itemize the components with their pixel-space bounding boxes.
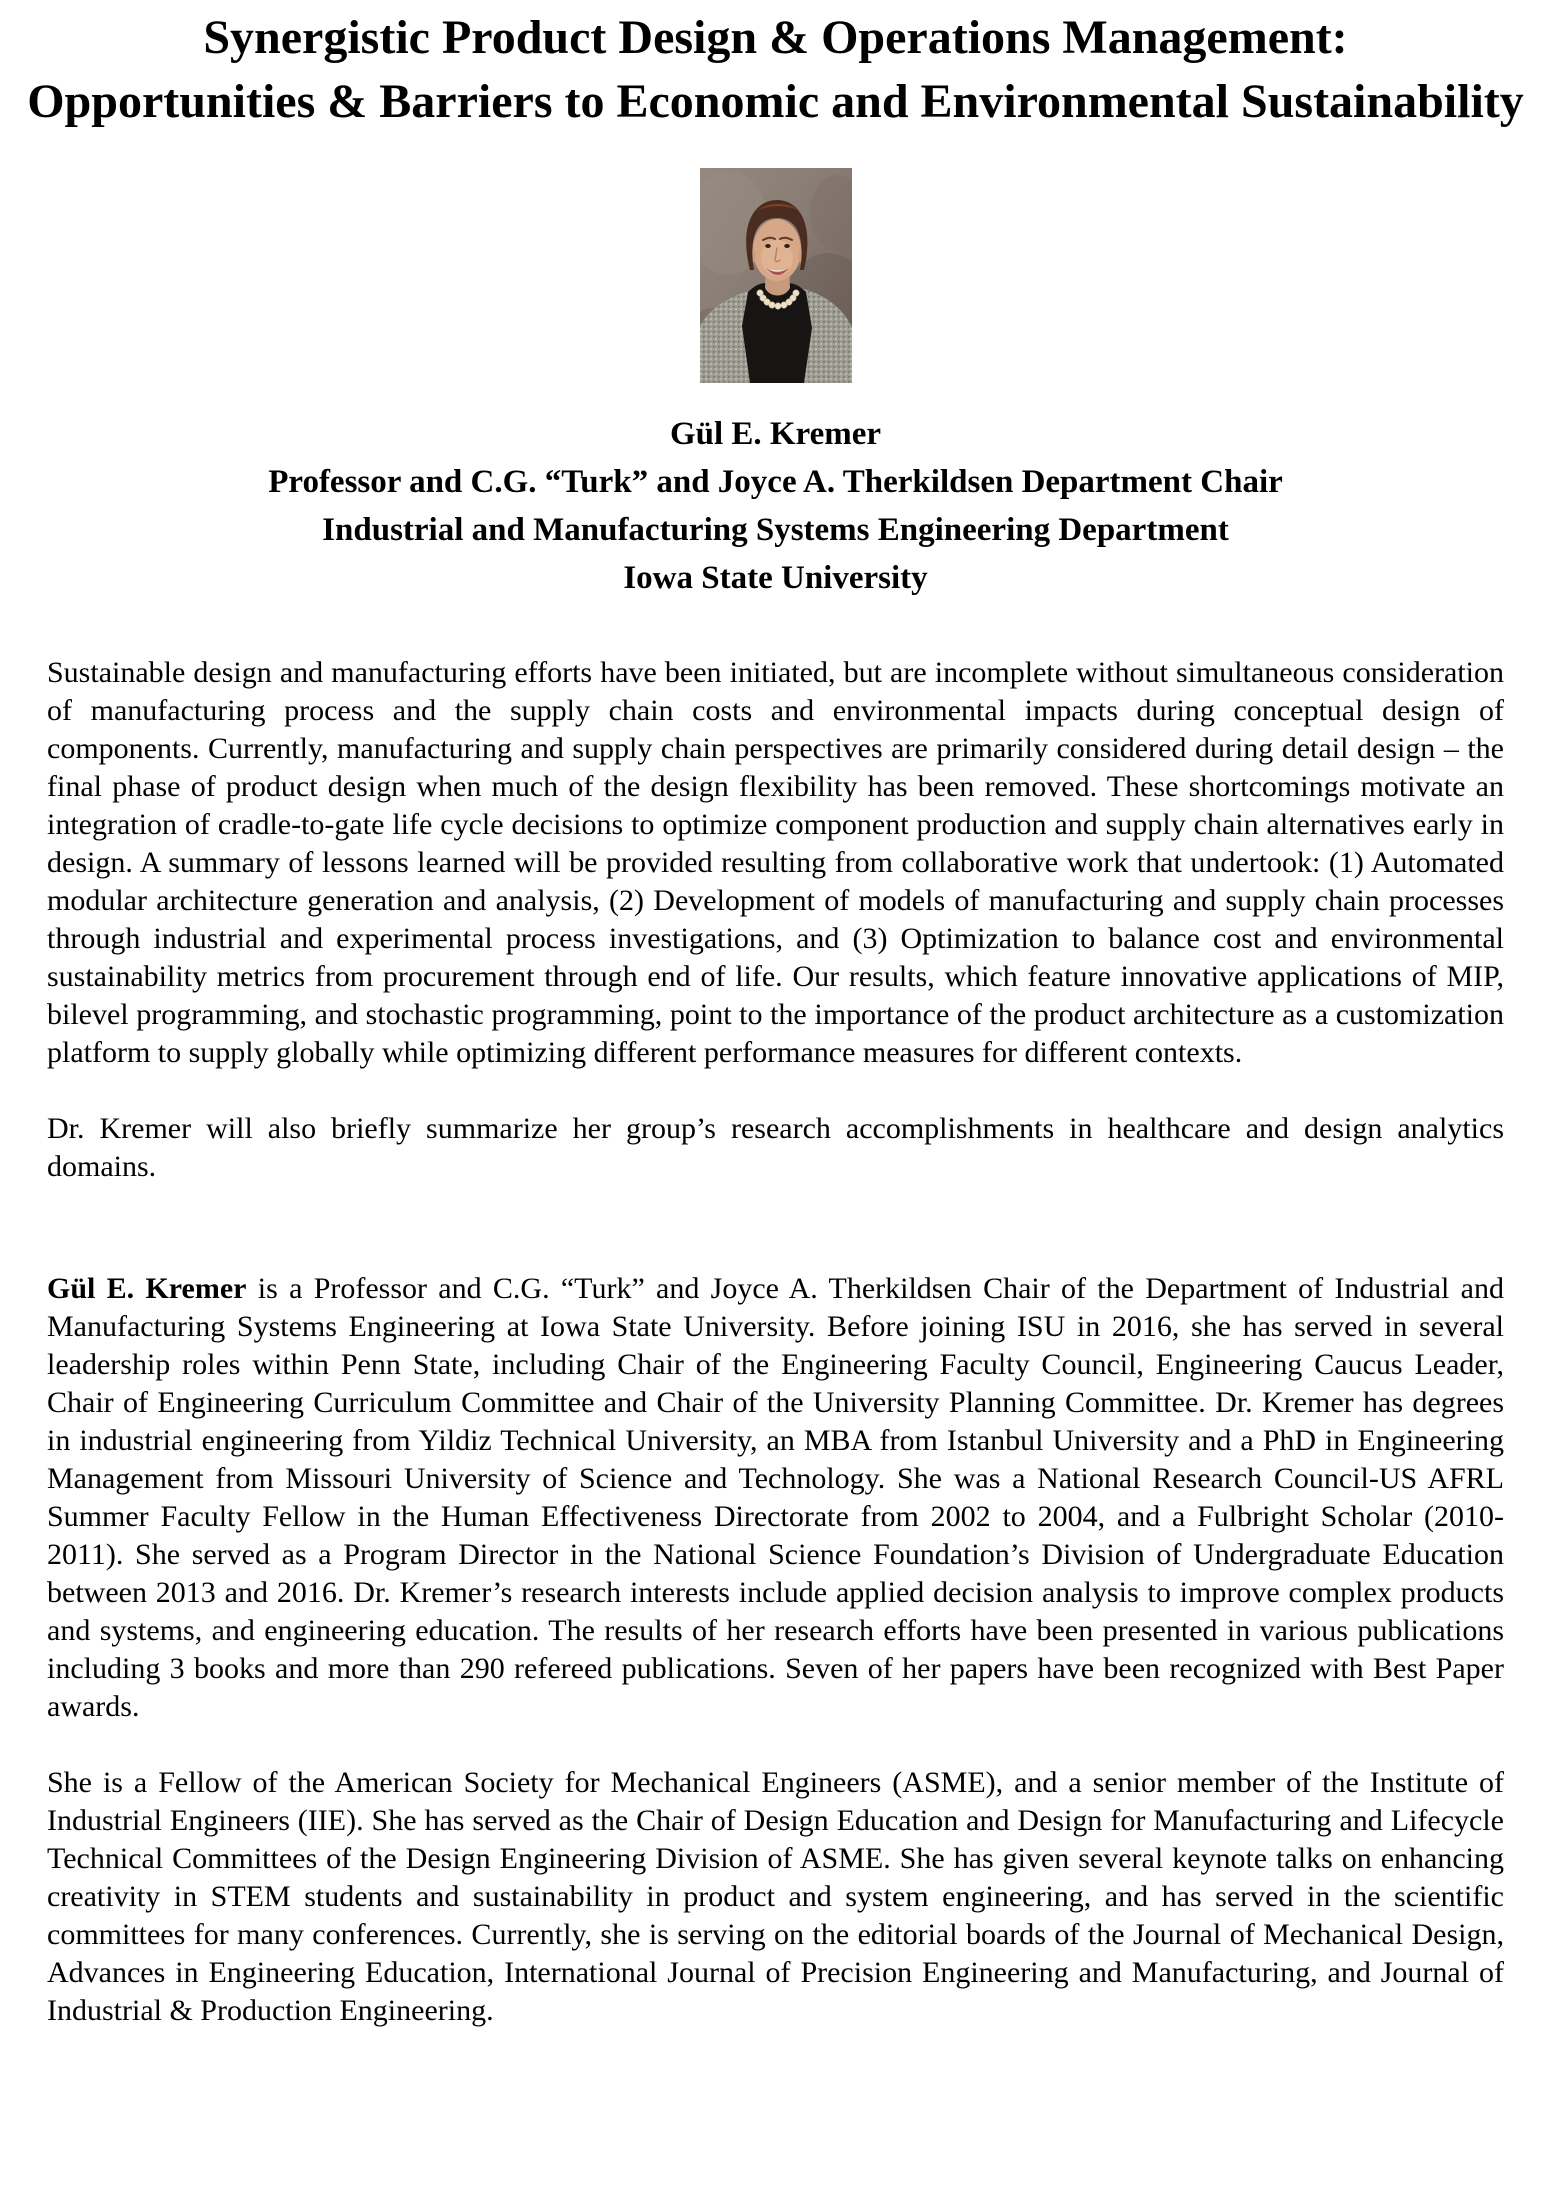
bio-paragraph-2: She is a Fellow of the American Society for Mechanical Engineers (ASME), and a senior member of the Institute of Industrial Engineers (IIE). She has served as the Chair of Design Education and Design for Manufacturing and Lifecycle Technical Committees of the Design Engineering Division of ASME. She has given several keynote talks on enhancing creativity in STEM students and sustainability in product and system engineering, and has served in the scientific committees for many conferences. Currently, she is serving on the editorial boards of the Journal of Mechanical Design, Advances in Engineering Education, International Journal of Precision Engineering and Manufacturing, and Journal of Industrial & Production Engineering. — [47, 1766, 1504, 2027]
speaker-photo-figure — [47, 168, 1504, 388]
speaker-name: Gül E. Kremer — [669, 416, 882, 452]
bio-paragraph-1-text: is a Professor and C.G. “Turk” and Joyce A. Therkildsen Chair of the Department of Industrial and Manufacturing Systems Engineering at Iowa State University. Before joining ISU in 2016, she has served in several leadership roles within Penn State, including Chair of the Engineering Faculty Council, Engineering Caucus Leader, Chair of Engineering Curriculum Committee and Chair of the University Planning Committee. Dr. Kremer has degrees in industrial engineering from Yildiz Technical University, an MBA from Istanbul University and a PhD in Engineering Management from Missouri University of Science and Technology. She was a National Research Council-US AFRL Summer Faculty Fellow in the Human Effectiveness Directorate from 2002 to 2004, and a Fulbright Scholar (2010-2011). She served as a Program Director in the National Science Foundation’s Division of Undergraduate Education between 2013 and 2016. Dr. Kremer’s research interests include applied decision analysis to improve complex products and systems, and engineering education. The results of her research efforts have been presented in various publications including 3 books and more than 290 refereed publications. Seven of her papers have been recognized with Best Paper awards. — [47, 1272, 1504, 1723]
document-header — [27, 6, 1524, 134]
speaker-department: Industrial and Manufacturing Systems Engineering Department — [322, 512, 1229, 548]
abstract-paragraph-2: Dr. Kremer will also briefly summarize her group’s research accomplishments in healthcare and design analytics domains. — [47, 1112, 1504, 1183]
abstract-paragraph-1: Sustainable design and manufacturing efforts have been initiated, but are incomplete without simultaneous consideration of manufacturing process and the supply chain costs and environmental impacts during conceptual design of components. Currently, manufacturing and supply chain perspectives are primarily considered during detail design – the final phase of product design when much of the design flexibility has been removed. These shortcomings motivate an integration of cradle-to-gate life cycle decisions to optimize component production and supply chain alternatives early in design. A summary of lessons learned will be provided resulting from collaborative work that undertook: (1) Automated modular architecture generation and analysis, (2) Development of models of manufacturing and supply chain processes through industrial and experimental process investigations, and (3) Optimization to balance cost and environmental sustainability metrics from procurement through end of life. Our results, which feature innovative applications of MIP, bilevel programming, and stochastic programming, point to the importance of the product architecture as a customization platform to supply globally while optimizing different performance measures for different contexts. — [47, 656, 1504, 1069]
title-line-2: Opportunities & Barriers to Economic and Environmental Sustainability — [27, 75, 1524, 128]
bio-speaker-name: Gül E. Kremer — [47, 1272, 247, 1305]
bio-paragraph-1 — [47, 1270, 1504, 1726]
speaker-info — [47, 410, 1504, 602]
abstract-section — [47, 654, 1504, 1186]
speaker-title: Professor and C.G. “Turk” and Joyce A. Therkildsen Department Chair — [268, 464, 1283, 500]
bio-section — [47, 1270, 1504, 2030]
title-line-1: Synergistic Product Design & Operations Management: — [203, 11, 1348, 64]
speaker-university: Iowa State University — [623, 560, 928, 596]
document-title — [3, 6, 1548, 134]
speaker-portrait-photo — [700, 168, 852, 383]
